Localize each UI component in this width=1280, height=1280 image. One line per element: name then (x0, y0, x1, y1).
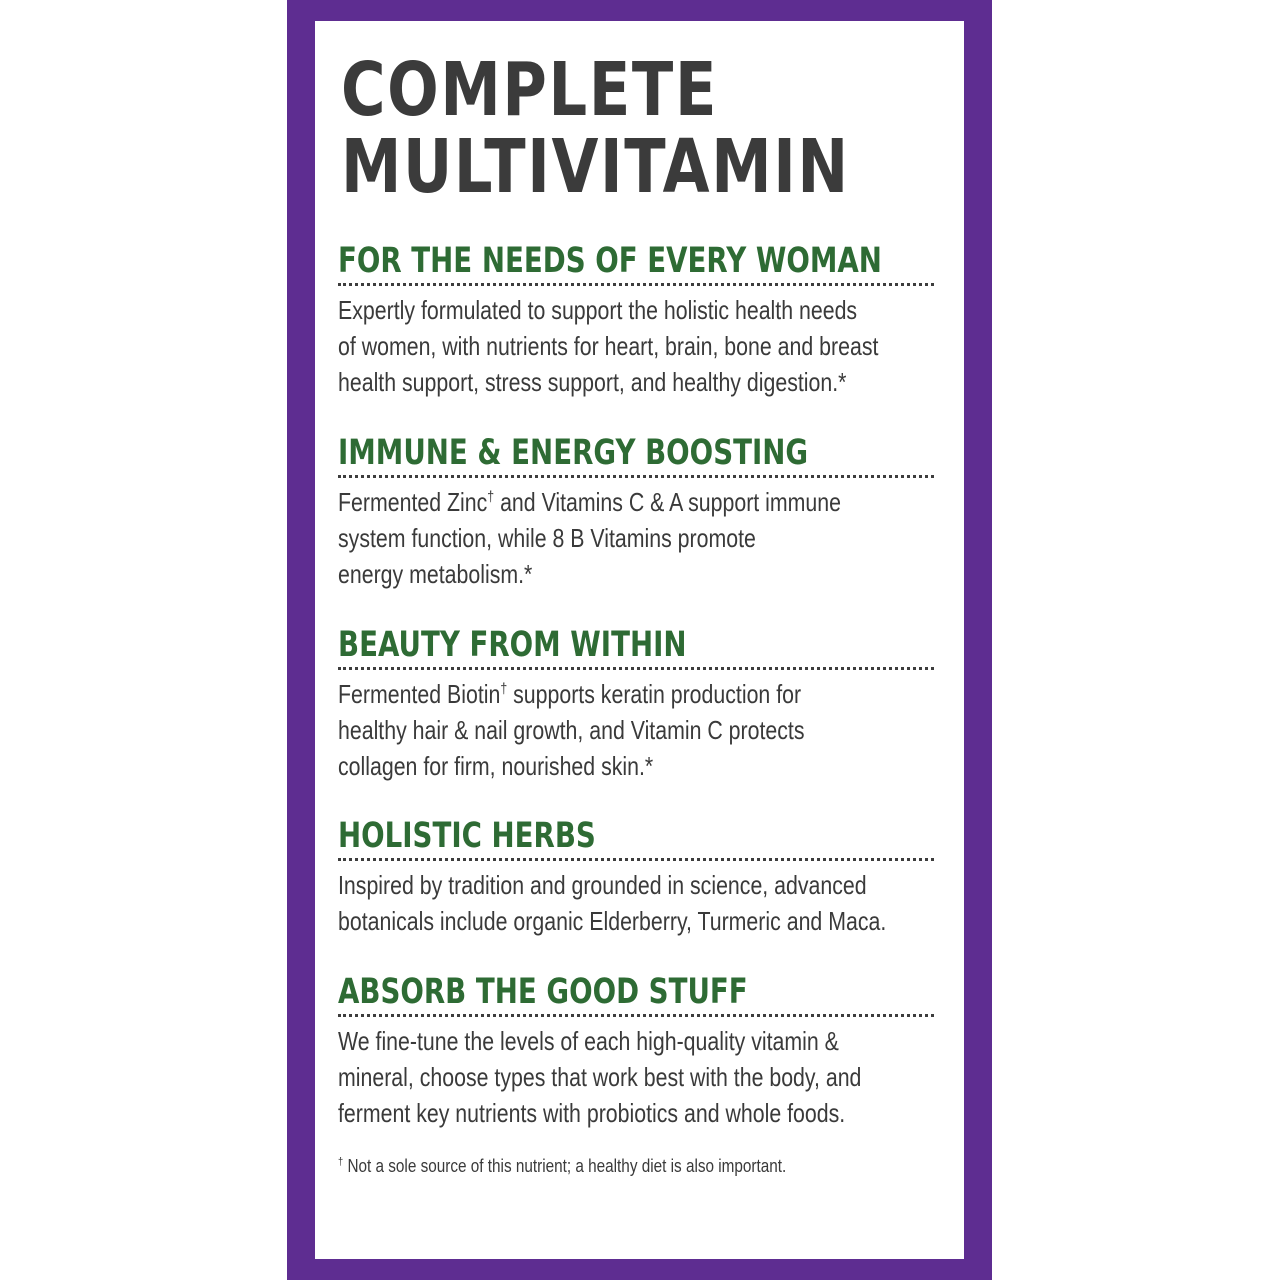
section-body (338, 1023, 932, 1131)
dotted-divider (338, 858, 934, 861)
section-herbs (338, 816, 934, 939)
body-line-start: Fermented Zinc (338, 487, 488, 517)
body-line-end: and Vitamins C & A support immune (494, 487, 841, 517)
body-line: mineral, choose types that work best with the body, and (338, 1062, 862, 1092)
section-heading: IMMUNE & ENERGY BOOSTING (338, 433, 809, 473)
body-line: health support, stress support, and healthy digestion.* (338, 367, 847, 397)
body-line: collagen for firm, nourished skin.* (338, 751, 654, 781)
body-line: We fine-tune the levels of each high-quality vitamin & (338, 1026, 839, 1056)
product-title (341, 47, 850, 210)
product-title-line-2: MULTIVITAMIN (341, 124, 850, 210)
dotted-divider (338, 283, 934, 286)
dotted-divider (338, 667, 934, 670)
section-absorb (338, 972, 934, 1131)
section-body (338, 484, 932, 592)
dotted-divider (338, 1014, 934, 1017)
section-heading: FOR THE NEEDS OF EVERY WOMAN (338, 241, 882, 281)
dagger-mark: † (500, 680, 508, 698)
section-heading: ABSORB THE GOOD STUFF (338, 972, 748, 1012)
body-line: of women, with nutrients for heart, brain, bone and breast (338, 331, 879, 361)
body-line: healthy hair & nail growth, and Vitamin C protects (338, 715, 805, 745)
footnote-text: Not a sole source of this nutrient; a healthy diet is also important. (343, 1156, 787, 1176)
body-line-start: Fermented Biotin (338, 679, 501, 709)
dotted-divider (338, 475, 934, 478)
body-line: ferment key nutrients with probiotics and whole foods. (338, 1098, 846, 1128)
section-heading: HOLISTIC HERBS (338, 816, 596, 856)
section-body (338, 867, 932, 939)
body-line: energy metabolism.* (338, 559, 533, 589)
section-immune-energy (338, 433, 934, 592)
body-line: Inspired by tradition and grounded in science, advanced (338, 870, 867, 900)
product-title-line-1: COMPLETE (341, 47, 719, 133)
section-heading: BEAUTY FROM WITHIN (338, 625, 687, 665)
body-line: system function, while 8 B Vitamins promote (338, 523, 756, 553)
body-line-end: supports keratin production for (507, 679, 802, 709)
section-every-woman (338, 241, 934, 400)
section-beauty (338, 625, 934, 784)
dagger-mark: † (487, 488, 495, 506)
section-body (338, 292, 932, 400)
footnote (338, 1154, 786, 1178)
body-line: Expertly formulated to support the holistic health needs (338, 295, 858, 325)
dagger-mark: † (338, 1156, 344, 1168)
body-line: botanicals include organic Elderberry, Turmeric and Maca. (338, 906, 887, 936)
section-body (338, 676, 932, 784)
